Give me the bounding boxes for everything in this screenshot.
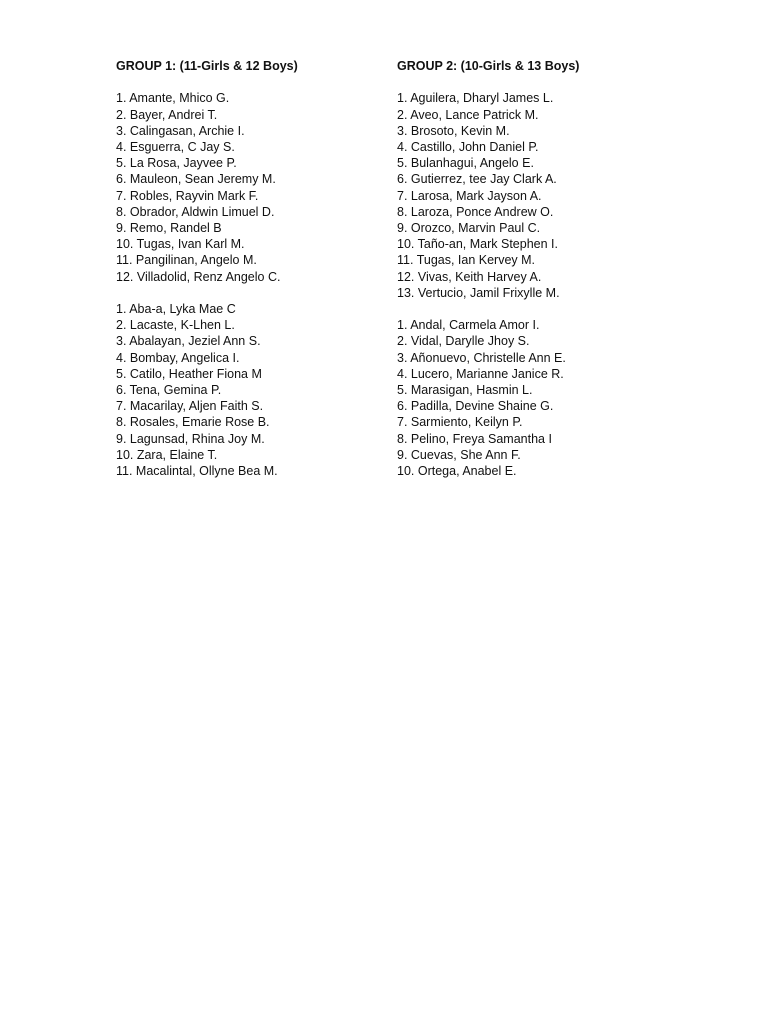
group-2-title: GROUP 2: (10-Girls & 13 Boys) <box>397 59 580 73</box>
list-item: 11. Tugas, Ian Kervey M. <box>397 253 536 268</box>
list-item: 6. Padilla, Devine Shaine G. <box>397 399 554 414</box>
list-item: 10. Ortega, Anabel E. <box>397 464 517 479</box>
list-item: 7. Sarmiento, Keilyn P. <box>397 415 523 430</box>
list-item: 7. Macarilay, Aljen Faith S. <box>116 399 264 414</box>
group-1-column <box>116 58 386 479</box>
list-item: 5. Catilo, Heather Fiona M <box>116 366 262 381</box>
list-item: 1. Aba-a, Lyka Mae C <box>116 302 236 317</box>
list-item: 1. Andal, Carmela Amor I. <box>397 318 540 333</box>
list-item: 1. Amante, Mhico G. <box>116 91 230 106</box>
list-item: 8. Laroza, Ponce Andrew O. <box>397 204 554 219</box>
list-item: 4. Bombay, Angelica I. <box>116 350 240 365</box>
group-1-boys-list <box>116 90 386 284</box>
list-item: 6. Gutierrez, tee Jay Clark A. <box>397 172 557 187</box>
list-item: 4. Lucero, Marianne Janice R. <box>397 366 564 381</box>
list-item: 11. Pangilinan, Angelo M. <box>116 253 257 268</box>
list-item: 3. Brosoto, Kevin M. <box>397 123 510 138</box>
list-item: 2. Bayer, Andrei T. <box>116 107 218 122</box>
list-item: 1. Aguilera, Dharyl James L. <box>397 91 554 106</box>
list-item: 9. Remo, Randel B <box>116 221 222 236</box>
group-2-boys-list <box>397 90 687 301</box>
list-item: 2. Vidal, Darylle Jhoy S. <box>397 334 530 349</box>
list-item: 10. Zara, Elaine T. <box>116 447 218 462</box>
list-item: 5. Marasigan, Hasmin L. <box>397 383 533 398</box>
list-item: 9. Cuevas, She Ann F. <box>397 447 521 462</box>
list-item: 2. Lacaste, K-Lhen L. <box>116 318 235 333</box>
list-item: 5. La Rosa, Jayvee P. <box>116 156 237 171</box>
group-2-girls-list <box>397 317 687 479</box>
list-item: 7. Larosa, Mark Jayson A. <box>397 188 542 203</box>
list-item: 13. Vertucio, Jamil Frixylle M. <box>397 285 560 300</box>
list-item: 9. Lagunsad, Rhina Joy M. <box>116 431 265 446</box>
list-item: 5. Bulanhagui, Angelo E. <box>397 156 534 171</box>
list-item: 10. Tugas, Ivan Karl M. <box>116 237 245 252</box>
list-item: 2. Aveo, Lance Patrick M. <box>397 107 539 122</box>
list-item: 12. Vivas, Keith Harvey A. <box>397 269 542 284</box>
group-2-column <box>397 58 687 479</box>
list-item: 10. Taño-an, Mark Stephen I. <box>397 237 558 252</box>
list-item: 7. Robles, Rayvin Mark F. <box>116 188 259 203</box>
list-item: 8. Pelino, Freya Samantha I <box>397 431 552 446</box>
group-1-title: GROUP 1: (11-Girls & 12 Boys) <box>116 59 298 73</box>
list-item: 3. Abalayan, Jeziel Ann S. <box>116 334 261 349</box>
list-item: 6. Mauleon, Sean Jeremy M. <box>116 172 276 187</box>
group-1-girls-list <box>116 301 386 479</box>
list-item: 12. Villadolid, Renz Angelo C. <box>116 269 281 284</box>
list-item: 9. Orozco, Marvin Paul C. <box>397 221 541 236</box>
list-item: 3. Añonuevo, Christelle Ann E. <box>397 350 566 365</box>
list-item: 11. Macalintal, Ollyne Bea M. <box>116 464 278 479</box>
list-item: 4. Esguerra, C Jay S. <box>116 140 235 154</box>
list-item: 6. Tena, Gemina P. <box>116 383 222 398</box>
list-item: 3. Calingasan, Archie I. <box>116 123 245 138</box>
list-item: 8. Obrador, Aldwin Limuel D. <box>116 204 275 219</box>
list-item: 4. Castillo, John Daniel P. <box>397 140 539 154</box>
list-item: 8. Rosales, Emarie Rose B. <box>116 415 270 430</box>
